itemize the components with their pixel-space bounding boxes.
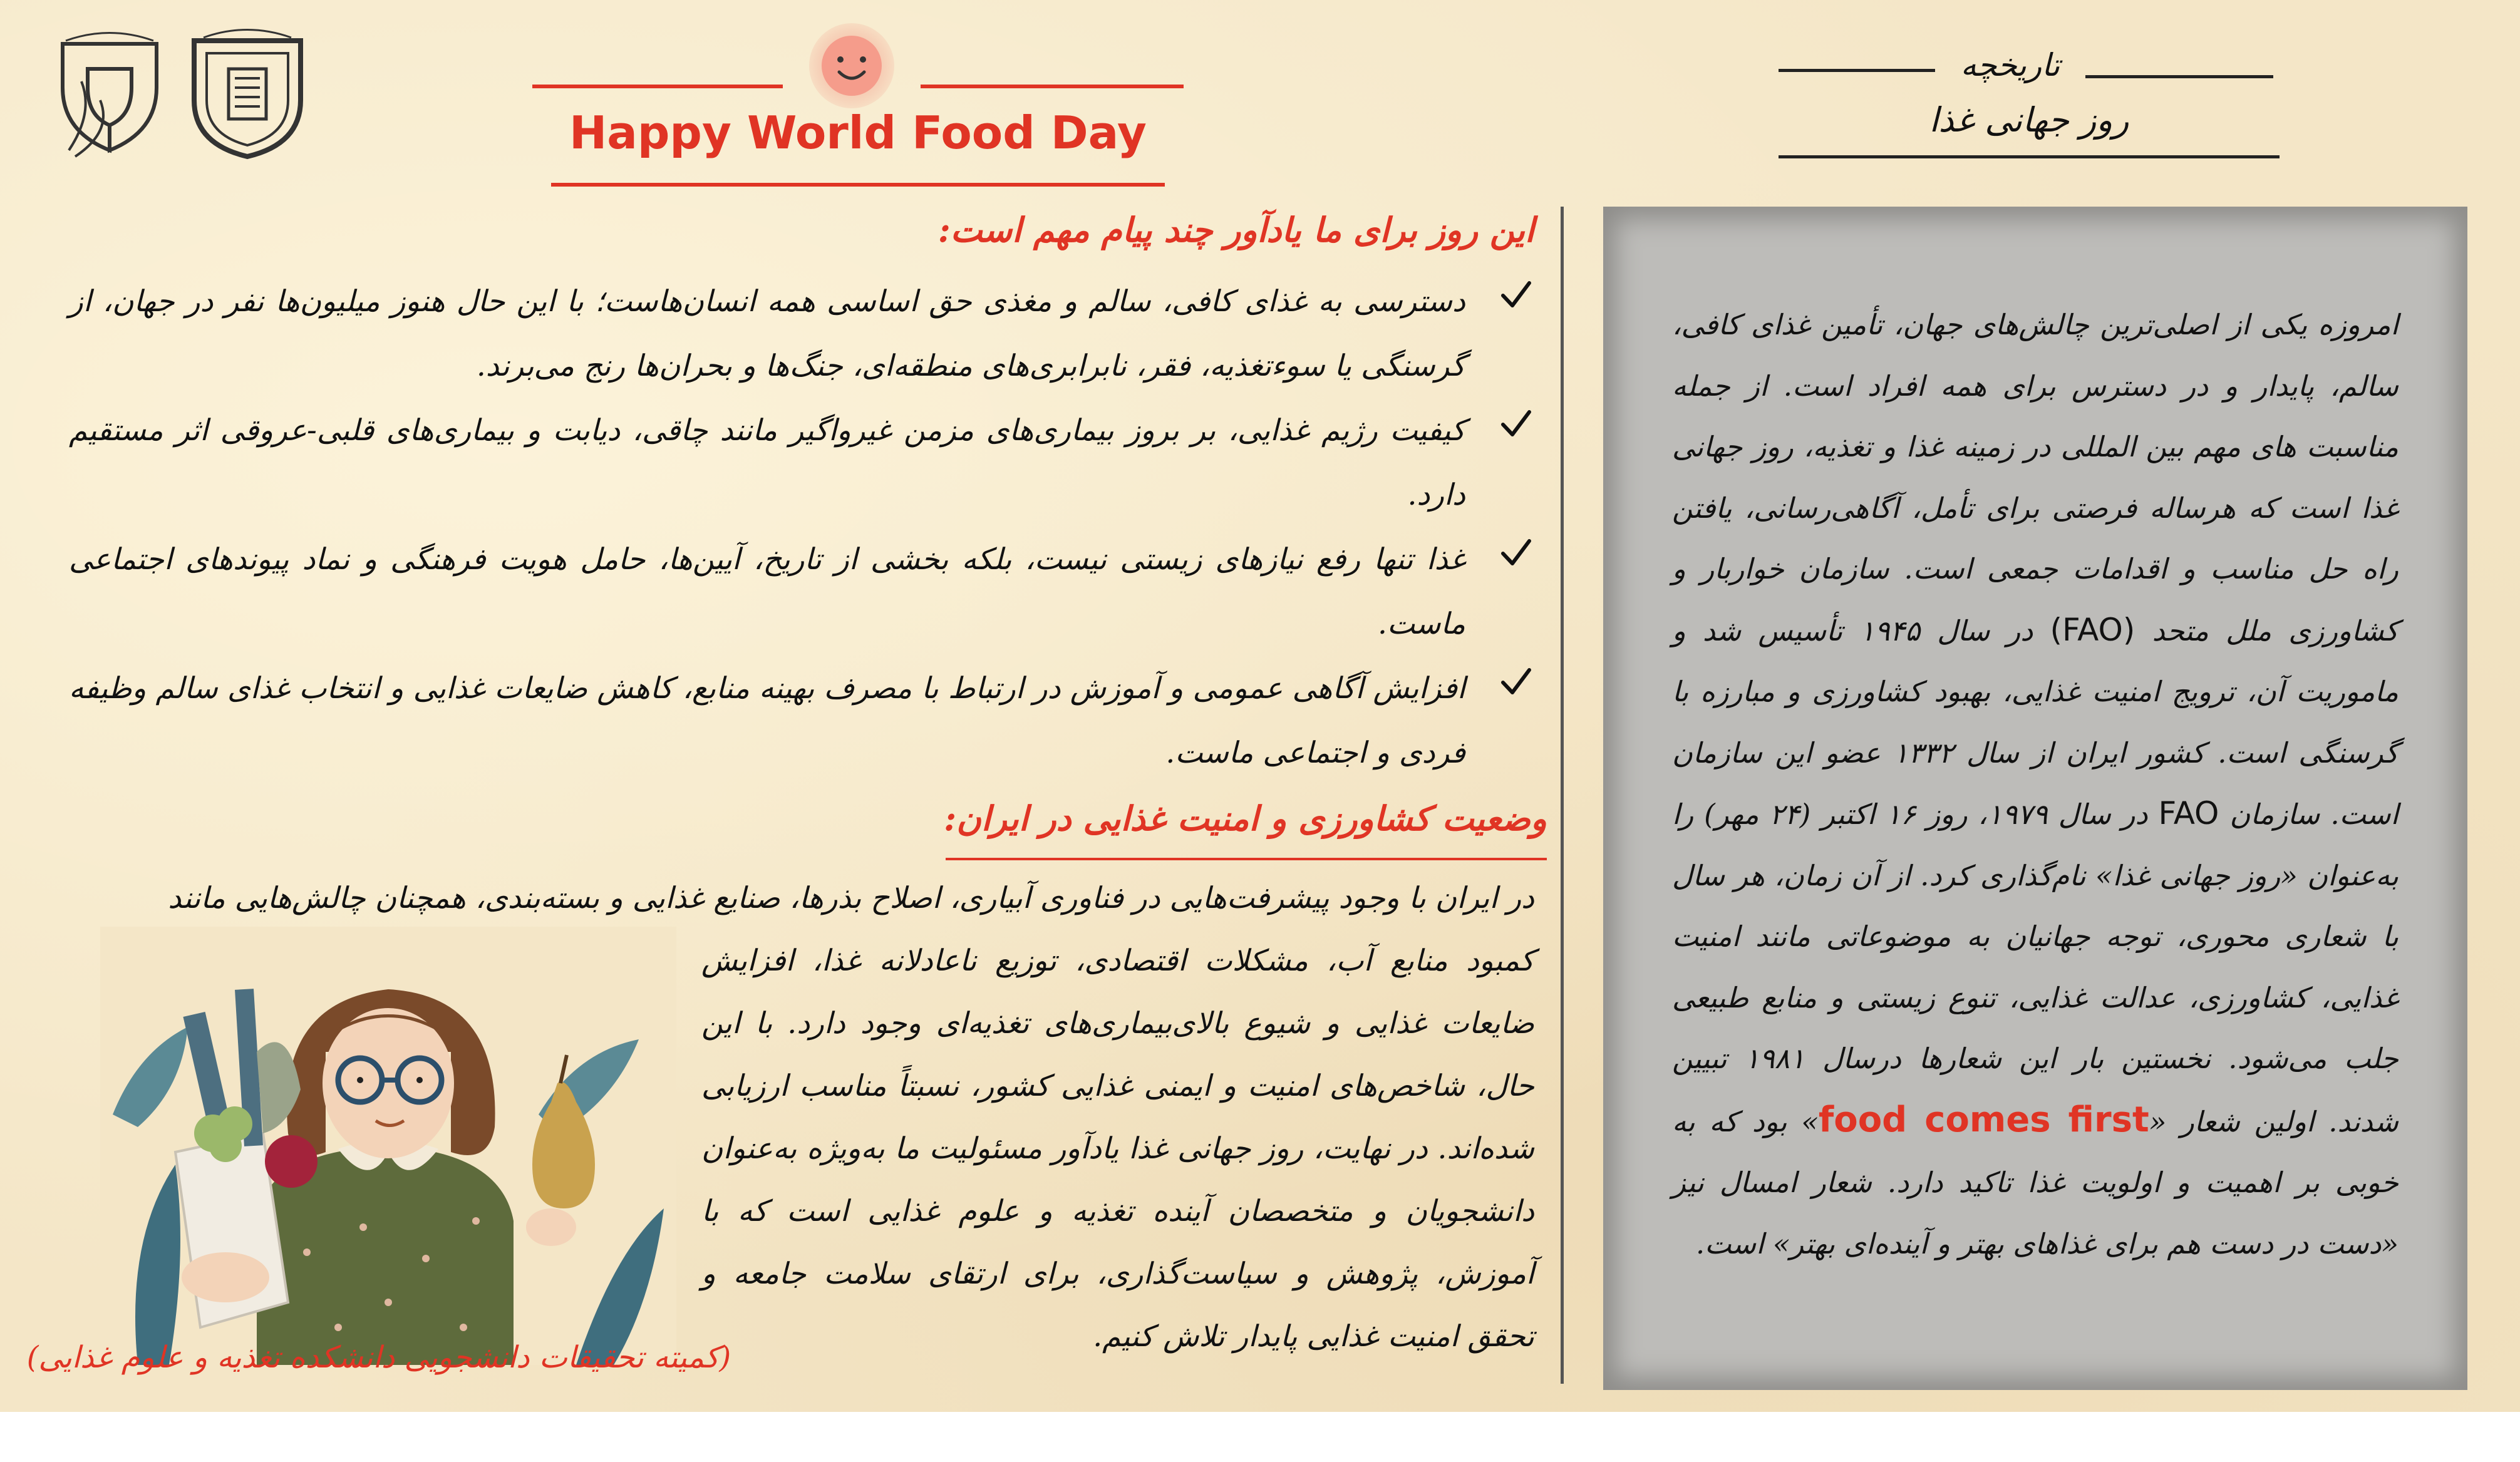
list-item — [69, 398, 1534, 527]
list-item — [69, 527, 1534, 656]
list-item-text: کیفیت رژیم غذایی، بر بروز بیماری‌های مزمن غیرواگیر مانند چاقی، دیابت و بیماری‌های قلبی-عروقی اثر مستقیم دارد. — [69, 413, 1465, 512]
history-heading — [1779, 44, 2280, 169]
title-rule-right — [921, 85, 1184, 88]
list-item-text: افزایش آگاهی عمومی و آموزش در ارتباط با مصرف بهینه منابع، کاهش ضایعات غذایی و انتخاب غذای سالم وظیفه فردی و اجتماعی ماست. — [69, 671, 1465, 770]
fao-abbreviation-2: FAO — [2158, 795, 2219, 831]
history-rule-right — [2085, 75, 2273, 78]
fao-abbreviation: (FAO) — [2050, 611, 2135, 648]
university-shield-logo — [182, 25, 313, 163]
list-item — [69, 656, 1534, 785]
messages-heading: این روز برای ما یادآور چند پیام مهم است: — [937, 210, 1534, 250]
iran-heading-underline — [946, 858, 1547, 860]
check-icon — [1497, 664, 1534, 701]
smiley-face-icon — [795, 19, 908, 113]
page-title: Happy World Food Day — [569, 106, 1147, 159]
history-subtitle: روز جهانی غذا — [1929, 100, 2129, 140]
bottom-strip — [0, 1412, 2520, 1462]
title-rule-left — [532, 85, 783, 88]
research-committee-logo — [44, 25, 175, 163]
title-block — [532, 19, 1184, 188]
list-item-text: غذا تنها رفع نیازهای زیستی نیست، بلکه بخشی از تاریخ، آیین‌ها، حامل هویت فرهنگی و نماد پیوندهای اجتماعی ماست. — [69, 542, 1465, 641]
history-panel — [1603, 207, 2467, 1390]
iran-body-text: کمبود منابع آب، مشکلات اقتصادی، توزیع ناعادلانه غذا، افزایش ضایعات غذایی و شیوع بالای‌بیماری‌های تغذیه‌ای وجود دارد. با این حال، شاخص‌های امنیت و ایمنی غذایی کشور، نسبتاً مناسب ارزیابی شده‌اند. در نهایت، روز جهانی غذا یادآور مسئولیت ما به‌ویژه به‌عنوان دانشجویان و متخصصان آینده تغذیه و علوم غذایی است که با آموزش، پژوهش و سیاست‌گذاری، برای ارتقای سلامت جامعه و تحقق امنیت غذایی پایدار تلاش کنیم. — [701, 944, 1534, 1354]
check-icon — [1497, 277, 1534, 314]
messages-list — [69, 269, 1534, 785]
history-text-part3: در سال ۱۹۷۹، روز ۱۶ اکتبر (۲۴ مهر) را به‌عنوان «روز جهانی غذا» نام‌گذاری کرد. از آن زمان، هر سال با شعاری محوری، توجه جهانیان به موضوعاتی مانند امنیت غذایی، کشاورزی، عدالت غذایی، تنوع زیستی و منابع طبیعی جلب می‌شود. نخستین بار این شعارها درسال ۱۹۸۱ تبیین شدند. اولین شعار « — [1672, 798, 2399, 1138]
committee-credit: (کمیته تحقیقات دانشجویی دانشکده تغذیه و علوم غذایی) — [26, 1340, 731, 1375]
history-text — [1672, 294, 2399, 1274]
history-text-part1: امروزه یکی از اصلی‌ترین چالش‌های جهان، تأمین غذای کافی، سالم، پایدار و در دسترس برای همه افراد است. از جمله مناسبت های مهم بین المللی در زمینه غذا و تغذیه، روز جهانی غذا است که هرساله فرصتی برای تأمل، آگاهی‌رسانی، یافتن راه حل مناسب و اقدامات جمعی است. سازمان خواربار و کشاورزی ملل متحد — [1672, 308, 2399, 647]
iran-heading: وضعیت کشاورزی و امنیت غذایی در ایران: — [944, 798, 1547, 838]
column-divider — [1561, 207, 1564, 1384]
check-icon — [1497, 406, 1534, 443]
history-rule-left — [1779, 69, 1935, 72]
history-rule-bottom — [1779, 155, 2280, 158]
title-rule-bottom — [551, 183, 1165, 187]
history-text-part2: در سال ۱۹۴۵ تأسیس شد و ماموریت آن، ترویج امنیت غذایی، بهبود کشاورزی و مبارزه با گرسنگی است. کشور ایران از سال ۱۳۳۲ عضو این سازمان است. سازمان — [1672, 614, 2399, 831]
first-slogan: food comes first — [1818, 1099, 2149, 1140]
girl-with-groceries-illustration — [100, 927, 676, 1365]
iran-first-line: در ایران با وجود پیشرفت‌هایی در فناوری آبیاری، اصلاح بذرها، صنایع غذایی و بسته‌بندی، همچنان چالش‌هایی مانند — [168, 881, 1534, 915]
check-icon — [1497, 535, 1534, 572]
list-item — [69, 269, 1534, 398]
history-label: تاریخچه — [1960, 47, 2060, 83]
list-item-text: دسترسی به غذای کافی، سالم و مغذی حق اساسی همه انسان‌هاست؛ با این حال هنوز میلیون‌ها نفر در جهان، از گرسنگی یا سوء‌تغذیه، فقر، نابرابری‌های منطقه‌ای، جنگ‌ها و بحران‌ها رنج می‌برند. — [69, 284, 1465, 383]
history-text-part4: » بود که به خوبی بر اهمیت و اولویت غذا تاکید دارد. شعار امسال نیز «دست در دست هم برای غذاهای بهتر و آینده‌ای بهتر» است. — [1672, 1104, 2399, 1260]
